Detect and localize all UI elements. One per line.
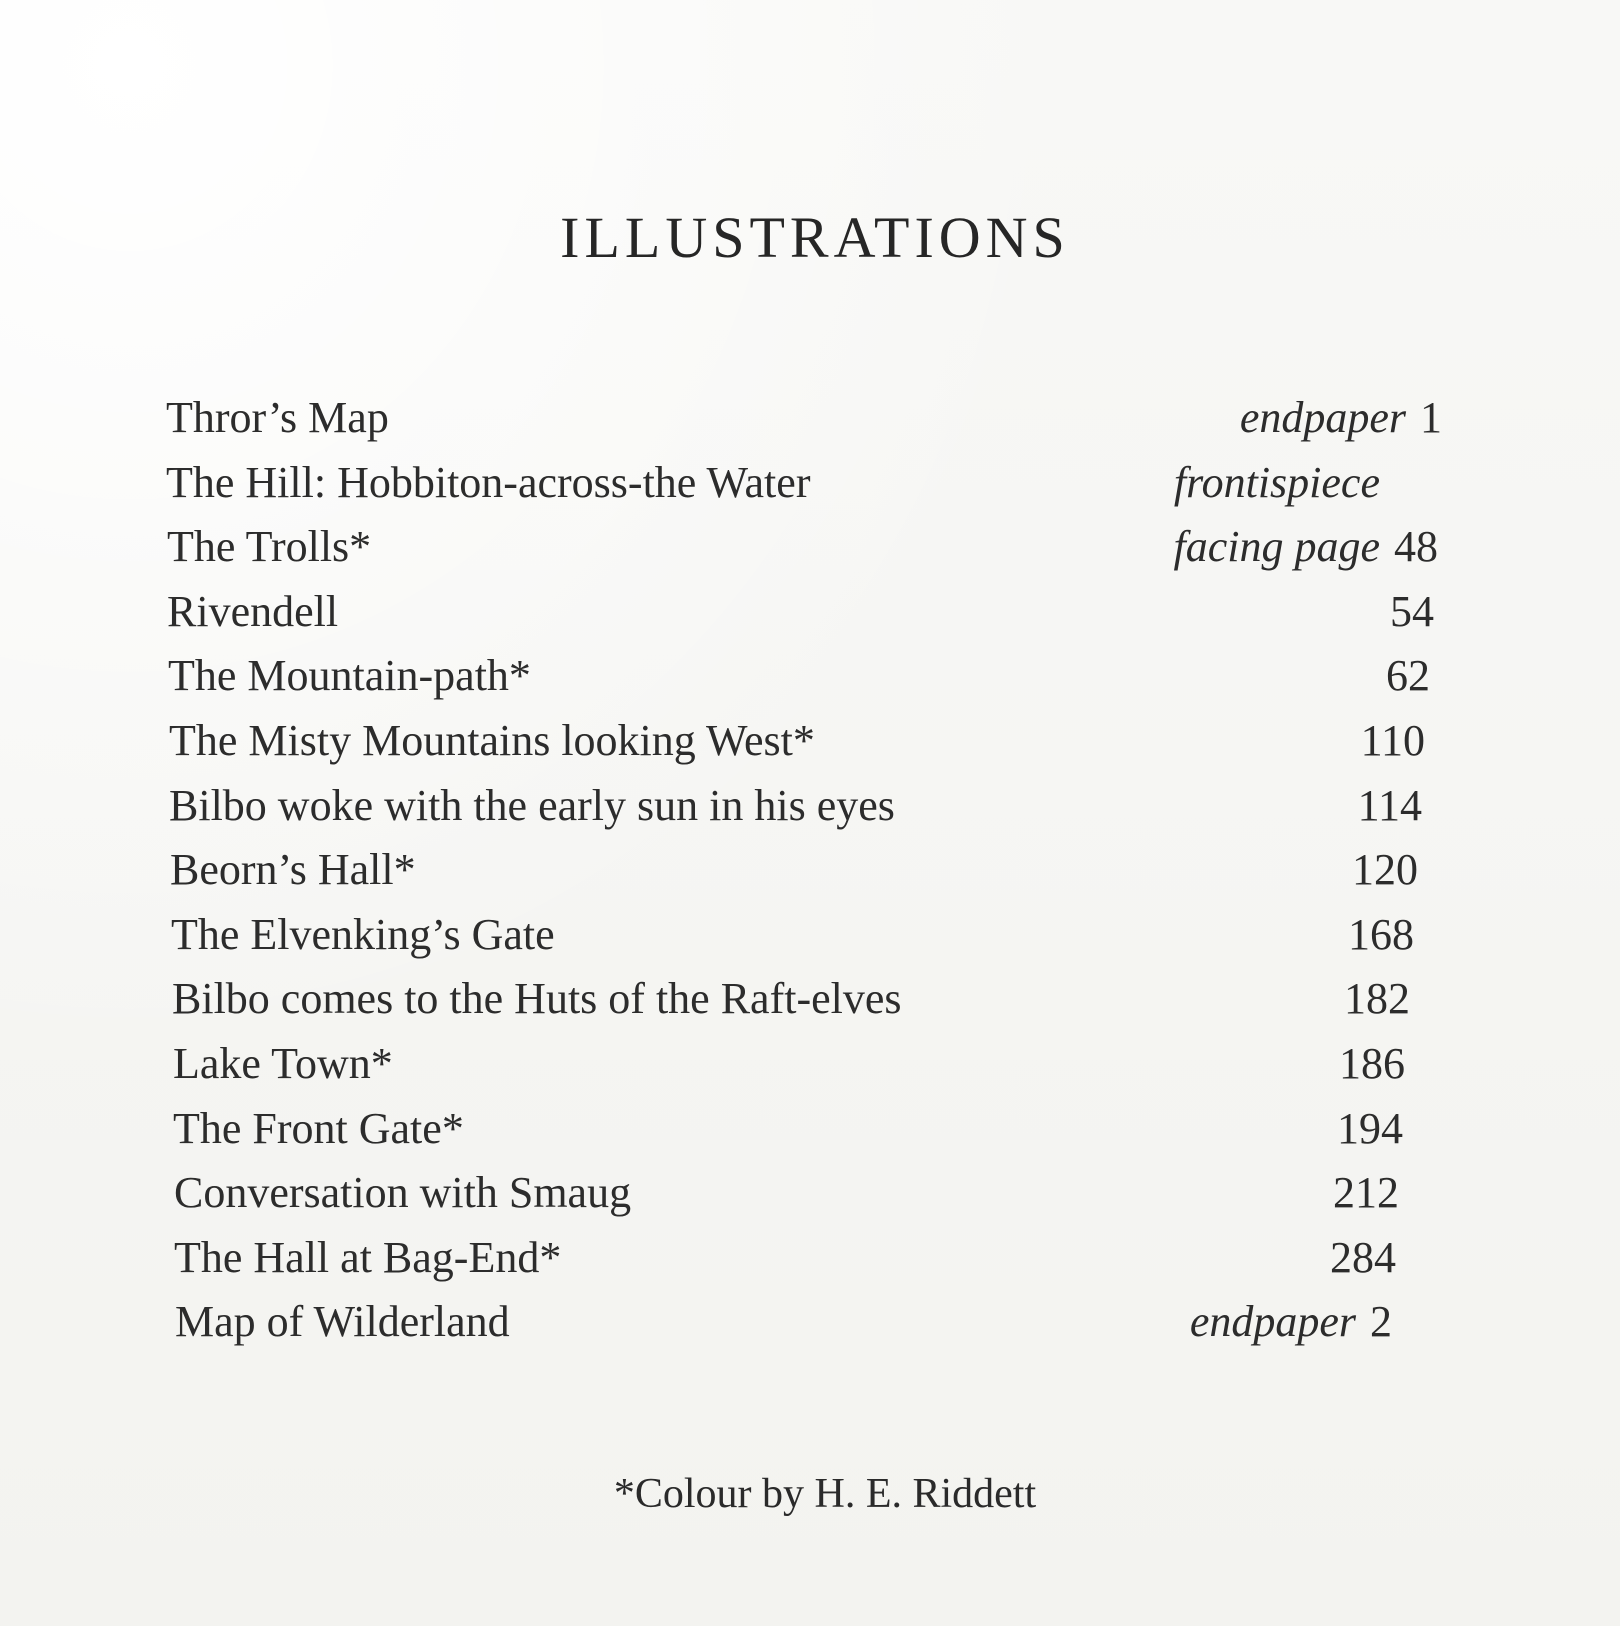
illustration-title: The Misty Mountains looking West* — [169, 716, 815, 765]
page-title: ILLUSTRATIONS — [560, 205, 1070, 270]
illustration-title: The Front Gate* — [173, 1103, 464, 1153]
colour-footnote: *Colour by H. E. Riddett — [613, 1471, 1037, 1517]
illustration-entry — [0, 909, 1620, 969]
page-reference — [1337, 1103, 1403, 1154]
illustration-entry — [0, 1103, 1620, 1163]
illustration-entry — [0, 1296, 1620, 1356]
page-number: 168 — [1348, 909, 1414, 959]
page-number: 194 — [1337, 1103, 1403, 1153]
illustration-title: Bilbo woke with the early sun in his eyes — [169, 780, 895, 830]
illustration-title: The Mountain-path* — [168, 651, 531, 701]
page-reference — [1352, 844, 1418, 895]
illustration-title: Thror’s Map — [166, 393, 389, 442]
illustration-entry — [0, 457, 1620, 517]
illustration-title: The Trolls* — [167, 522, 372, 572]
illustration-entry — [0, 1167, 1620, 1227]
illustration-entry — [0, 973, 1620, 1033]
page-number: 48 — [1394, 522, 1438, 572]
illustration-entry — [0, 521, 1620, 581]
illustration-title: Conversation with Smaug — [174, 1168, 632, 1218]
page-reference — [1344, 973, 1410, 1024]
illustration-entry — [0, 586, 1620, 646]
page-reference — [1330, 1232, 1396, 1283]
page-reference-word: endpaper — [1189, 1297, 1356, 1347]
page-reference — [1390, 586, 1434, 637]
page-reference — [1333, 1167, 1399, 1218]
page-number: 120 — [1352, 845, 1418, 895]
page-reference — [1190, 1296, 1392, 1347]
illustration-title: Bilbo comes to the Huts of the Raft-elves — [172, 974, 902, 1024]
illustration-entry — [0, 844, 1620, 904]
illustration-entry — [0, 1038, 1620, 1098]
illustration-title: Rivendell — [167, 586, 339, 636]
page-reference — [1174, 457, 1380, 508]
illustration-title: Lake Town* — [173, 1039, 393, 1088]
illustration-entry — [0, 780, 1620, 840]
page-number: 284 — [1330, 1232, 1396, 1282]
page-reference — [1240, 392, 1442, 443]
page-reference-word: endpaper — [1239, 393, 1406, 442]
page-number: 114 — [1357, 780, 1422, 830]
page-reference — [1361, 715, 1425, 766]
illustration-entry — [0, 392, 1620, 452]
page-reference — [1173, 521, 1438, 572]
page-number: 2 — [1370, 1297, 1392, 1347]
page-number: 62 — [1386, 651, 1430, 701]
illustration-title: The Hill: Hobbiton-across-the Water — [166, 457, 811, 507]
page-reference — [1386, 650, 1430, 701]
page-number: 212 — [1333, 1168, 1399, 1218]
page-number: 186 — [1339, 1039, 1405, 1088]
page-reference-word: frontispiece — [1173, 457, 1380, 507]
page-number: 110 — [1360, 716, 1425, 765]
page-number: 54 — [1390, 586, 1434, 636]
illustration-entry — [0, 715, 1620, 775]
page-number: 1 — [1420, 393, 1442, 442]
illustration-title: The Elvenking’s Gate — [171, 909, 555, 959]
illustration-title: Beorn’s Hall* — [170, 845, 416, 895]
illustration-entry — [0, 650, 1620, 710]
page-reference — [1339, 1038, 1405, 1089]
illustration-title: The Hall at Bag-End* — [174, 1232, 562, 1282]
page-reference-word: facing page — [1173, 522, 1380, 572]
illustration-title: Map of Wilderland — [175, 1297, 510, 1347]
page-reference — [1358, 780, 1422, 831]
illustration-entry — [0, 1232, 1620, 1292]
page-reference — [1348, 909, 1414, 960]
page-number: 182 — [1344, 974, 1410, 1024]
